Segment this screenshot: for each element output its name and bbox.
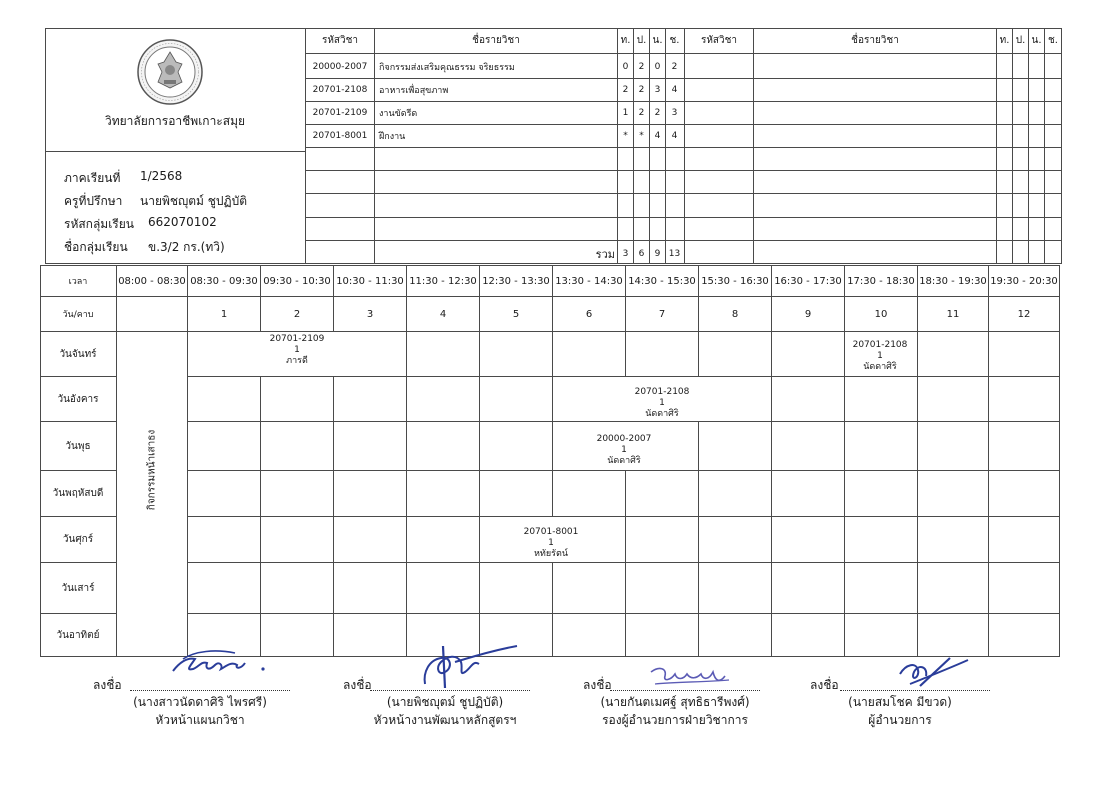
time-slot: 12:30 - 13:30 <box>482 275 550 287</box>
signature-line <box>370 690 530 691</box>
entry-teacher: นัดดาศิริ <box>863 362 897 372</box>
grid-line <box>771 562 772 613</box>
grid-line <box>552 376 553 421</box>
p-header: ป. <box>636 35 647 46</box>
subject-p: 2 <box>638 62 645 72</box>
signer-name: (นางสาวนัดดาศิริ ไพรศรี) <box>133 695 267 709</box>
period-number: 12 <box>1017 308 1031 320</box>
group-code-value: 662070102 <box>148 215 217 229</box>
total-t: 3 <box>622 249 629 259</box>
grid-line <box>771 613 772 656</box>
sign-label: ลงชื่อ <box>583 678 612 692</box>
entry-code: 20701-2109 <box>269 334 325 344</box>
grid-line <box>40 613 116 614</box>
group-name-value: ข.3/2 กร.(ทวิ) <box>148 240 225 254</box>
grid-line <box>698 331 699 376</box>
grid-line <box>187 470 1060 471</box>
subject-p: 2 <box>638 108 645 118</box>
total-p: 6 <box>638 249 645 259</box>
grid-line <box>187 562 1060 563</box>
advisor-label: ครูที่ปรึกษา <box>64 194 123 208</box>
subject-c: 4 <box>671 85 678 95</box>
schedule-entry-wednesday <box>588 434 660 467</box>
grid-line <box>844 470 845 516</box>
grid-line <box>771 470 772 516</box>
time-header-label: เวลา <box>68 277 88 287</box>
subject-name: งานขัดรีด <box>379 109 418 119</box>
period-number: 8 <box>731 308 739 320</box>
grid-line <box>844 516 845 562</box>
grid-line <box>479 562 480 613</box>
grid-line <box>988 470 989 516</box>
signature-2-image <box>395 642 520 692</box>
sign-label: ลงชื่อ <box>343 678 372 692</box>
time-slot: 09:30 - 10:30 <box>263 275 331 287</box>
subject-code: 20000-2007 <box>312 62 368 72</box>
period-number: 5 <box>512 308 520 320</box>
grid-line <box>333 421 334 470</box>
time-slot: 18:30 - 19:30 <box>919 275 987 287</box>
grid-line <box>917 421 918 470</box>
grid-line <box>552 421 553 470</box>
grid-line <box>988 516 989 562</box>
time-slot: 17:30 - 18:30 <box>847 275 915 287</box>
grid-line <box>333 470 334 516</box>
grid-line <box>187 376 1060 377</box>
subject-name: อาหารเพื่อสุขภาพ <box>379 86 449 96</box>
grid-line <box>917 562 918 613</box>
subject-code: 20701-8001 <box>312 131 368 141</box>
schedule-entry-monday-evening <box>844 340 916 373</box>
subject-n: 0 <box>654 62 661 72</box>
period-number: 6 <box>585 308 593 320</box>
grid-line <box>40 562 116 563</box>
grid-line <box>625 516 626 562</box>
grid-line <box>917 376 918 421</box>
grid-line <box>917 516 918 562</box>
day-label: วันอังคาร <box>57 393 99 405</box>
grid-line <box>116 265 117 331</box>
schedule-entry-friday <box>515 527 587 560</box>
grid-line <box>844 421 845 470</box>
signer-title: รองผู้อำนวยการฝ่ายวิชาการ <box>602 713 748 727</box>
grid-line <box>260 265 261 331</box>
time-slot: 19:30 - 20:30 <box>990 275 1058 287</box>
period-number: 10 <box>874 308 888 320</box>
subject-n: 2 <box>654 108 661 118</box>
grid-line <box>187 421 1060 422</box>
time-slot: 11:30 - 12:30 <box>409 275 477 287</box>
subject-name: ฝึกงาน <box>379 132 406 142</box>
subject-code-header-2: รหัสวิชา <box>700 35 738 46</box>
grid-line <box>406 265 407 331</box>
time-slot: 10:30 - 11:30 <box>336 275 404 287</box>
signature-line <box>130 690 290 691</box>
grid-line <box>698 562 699 613</box>
subject-code-header: รหัสวิชา <box>321 35 359 46</box>
grid-line <box>479 421 480 470</box>
college-name: วิทยาลัยการอาชีพเกาะสมุย <box>104 114 246 128</box>
entry-code: 20000-2007 <box>596 434 652 444</box>
c-header-2: ช. <box>1048 35 1058 46</box>
grid-line <box>187 613 1060 614</box>
grid-line <box>552 470 553 516</box>
grid-line <box>771 421 772 470</box>
period-number: 4 <box>439 308 447 320</box>
grid-line <box>552 562 553 613</box>
grid-line <box>40 265 41 657</box>
grid-line <box>844 376 845 421</box>
subject-name-header-2: ชื่อรายวิชา <box>851 35 899 46</box>
entry-teacher: นัดดาศิริ <box>607 456 641 466</box>
day-label: วันพฤหัสบดี <box>52 488 104 499</box>
day-label: วันอาทิตย์ <box>56 629 100 641</box>
schedule-entry-monday <box>262 334 332 367</box>
time-slot: 14:30 - 15:30 <box>628 275 696 287</box>
grid-line <box>698 265 699 331</box>
semester-value: 1/2568 <box>140 169 183 183</box>
subject-t: 1 <box>622 108 629 118</box>
schedule-entry-tuesday <box>626 387 698 420</box>
grid-line <box>260 562 261 613</box>
grid-line <box>479 265 480 331</box>
grid-line <box>988 421 989 470</box>
grid-line <box>625 265 626 331</box>
total-c: 13 <box>668 249 681 259</box>
semester-label: ภาคเรียนที่ <box>64 171 121 185</box>
grid-line <box>333 613 334 656</box>
grid-line <box>1028 29 1029 263</box>
grid-line <box>1012 29 1013 263</box>
grid-line <box>698 613 699 656</box>
subject-c: 4 <box>671 131 678 141</box>
period-number: 11 <box>946 308 960 320</box>
grid-line <box>625 331 626 376</box>
grid-line <box>260 470 261 516</box>
signature-line <box>610 690 760 691</box>
time-slot: 16:30 - 17:30 <box>774 275 842 287</box>
grid-line <box>406 470 407 516</box>
grid-line <box>552 331 553 376</box>
grid-line <box>40 421 116 422</box>
period-number: 9 <box>804 308 812 320</box>
subject-p: * <box>639 131 644 141</box>
sign-label: ลงชื่อ <box>810 678 839 692</box>
time-slot: 08:30 - 09:30 <box>190 275 258 287</box>
grid-line <box>844 613 845 656</box>
signer-title: หัวหน้างานพัฒนาหลักสูตรฯ <box>373 713 517 727</box>
grid-line <box>333 265 334 331</box>
subject-t: 0 <box>622 62 629 72</box>
subject-n: 3 <box>654 85 661 95</box>
entry-code: 20701-2108 <box>852 340 908 350</box>
period-number: 7 <box>658 308 666 320</box>
entry-group: 1 <box>294 345 300 355</box>
grid-line <box>698 516 699 562</box>
college-seal-logo <box>136 38 204 106</box>
entry-group: 1 <box>877 351 883 361</box>
subject-c: 2 <box>671 62 678 72</box>
n-header-2: น. <box>1031 35 1042 46</box>
grid-line <box>625 470 626 516</box>
grid-line <box>771 376 772 421</box>
grid-line <box>771 331 772 376</box>
day-label: วันศุกร์ <box>62 534 94 545</box>
time-slot: 13:30 - 14:30 <box>555 275 623 287</box>
subject-name-header: ชื่อรายวิชา <box>472 35 520 46</box>
group-code-label: รหัสกลุ่มเรียน <box>64 217 134 231</box>
grid-line <box>625 562 626 613</box>
grid-line <box>917 331 918 376</box>
n-header: น. <box>652 35 663 46</box>
grid-line <box>40 265 1060 266</box>
period-header-label: วัน/คาบ <box>62 310 94 320</box>
subject-t: * <box>623 131 628 141</box>
grid-line <box>698 421 699 470</box>
grid-line <box>333 376 334 421</box>
subject-p: 2 <box>638 85 645 95</box>
grid-line <box>552 265 553 331</box>
entry-teacher: ภารดี <box>286 356 308 366</box>
grid-line <box>406 421 407 470</box>
grid-line <box>625 613 626 656</box>
time-slot: 15:30 - 16:30 <box>701 275 769 287</box>
grid-line <box>333 516 334 562</box>
advisor-value: นายพิชญุตม์ ชูปฏิบัติ <box>140 194 247 208</box>
period-number: 3 <box>366 308 374 320</box>
grid-line <box>333 562 334 613</box>
grid-line <box>552 613 553 656</box>
day-label: วันเสาร์ <box>61 582 95 594</box>
signer-title: ผู้อำนวยการ <box>868 713 932 727</box>
sign-label: ลงชื่อ <box>93 678 122 692</box>
grid-line <box>406 376 407 421</box>
grid-line <box>917 613 918 656</box>
grid-line <box>479 331 480 376</box>
subject-name: กิจกรรมส่งเสริมคุณธรรม จริยธรรม <box>379 63 515 73</box>
p-header-2: ป. <box>1015 35 1026 46</box>
grid-line <box>844 562 845 613</box>
flag-activity-label: กิจกรรมหน้าเสาธง <box>146 429 158 511</box>
signer-name: (นายกันตเมศฐ์ สุทธิธารีพงศ์) <box>600 695 750 709</box>
grid-line <box>40 470 116 471</box>
grid-line <box>479 516 480 562</box>
entry-teacher: นัดดาศิริ <box>645 409 679 419</box>
grid-line <box>406 562 407 613</box>
grid-line <box>260 421 261 470</box>
grid-line <box>260 516 261 562</box>
subject-code: 20701-2109 <box>312 108 368 118</box>
total-n: 9 <box>654 249 661 259</box>
entry-teacher: หทัยรัตน์ <box>534 549 568 559</box>
grid-line <box>684 29 685 263</box>
subject-code: 20701-2108 <box>312 85 368 95</box>
grid-line <box>988 613 989 656</box>
day-label: วันพุธ <box>65 440 91 452</box>
t-header: ท. <box>620 35 631 46</box>
subject-c: 3 <box>671 108 678 118</box>
grid-line <box>406 331 407 376</box>
grid-line <box>479 376 480 421</box>
grid-line <box>988 562 989 613</box>
signature-3-image <box>645 662 735 690</box>
signature-4-image <box>890 652 970 692</box>
grid-line <box>40 376 116 377</box>
time-slot: 08:00 - 08:30 <box>118 275 186 287</box>
t-header-2: ท. <box>999 35 1010 46</box>
grid-line <box>771 516 772 562</box>
entry-group: 1 <box>548 538 554 548</box>
grid-line <box>698 470 699 516</box>
grid-line <box>771 265 772 331</box>
grid-line <box>406 516 407 562</box>
c-header: ช. <box>669 35 680 46</box>
grid-line <box>187 331 188 656</box>
grid-line <box>116 331 117 656</box>
entry-code: 20701-8001 <box>523 527 579 537</box>
signature-1-image <box>165 645 275 679</box>
period-number: 1 <box>220 308 228 320</box>
grid-line <box>40 296 1060 297</box>
period-number: 2 <box>293 308 301 320</box>
grid-line <box>844 265 845 331</box>
subject-t: 2 <box>622 85 629 95</box>
grid-line <box>40 331 1060 332</box>
grid-line <box>40 516 116 517</box>
signer-name: (นายพิชญุตม์ ชูปฏิบัติ) <box>386 695 504 709</box>
entry-group: 1 <box>621 445 627 455</box>
day-label: วันจันทร์ <box>59 348 97 360</box>
signer-title: หัวหน้าแผนกวิชา <box>155 713 245 727</box>
subject-n: 4 <box>654 131 661 141</box>
entry-group: 1 <box>659 398 665 408</box>
grid-line <box>187 516 1060 517</box>
total-label: รวม <box>595 248 615 261</box>
grid-line <box>1044 29 1045 263</box>
grid-line <box>479 470 480 516</box>
signature-line <box>840 690 990 691</box>
grid-line <box>988 331 989 376</box>
grid-line <box>260 376 261 421</box>
grid-line <box>753 29 754 263</box>
grid-line <box>917 470 918 516</box>
entry-code: 20701-2108 <box>634 387 690 397</box>
grid-line <box>988 265 989 331</box>
signer-name: (นายสมโชค มีขวด) <box>848 695 952 709</box>
grid-line <box>187 265 188 331</box>
grid-line <box>1059 265 1060 657</box>
grid-line <box>988 376 989 421</box>
grid-line <box>844 331 845 376</box>
group-name-label: ชื่อกลุ่มเรียน <box>64 240 128 254</box>
grid-line <box>917 265 918 331</box>
grid-line <box>996 29 997 263</box>
